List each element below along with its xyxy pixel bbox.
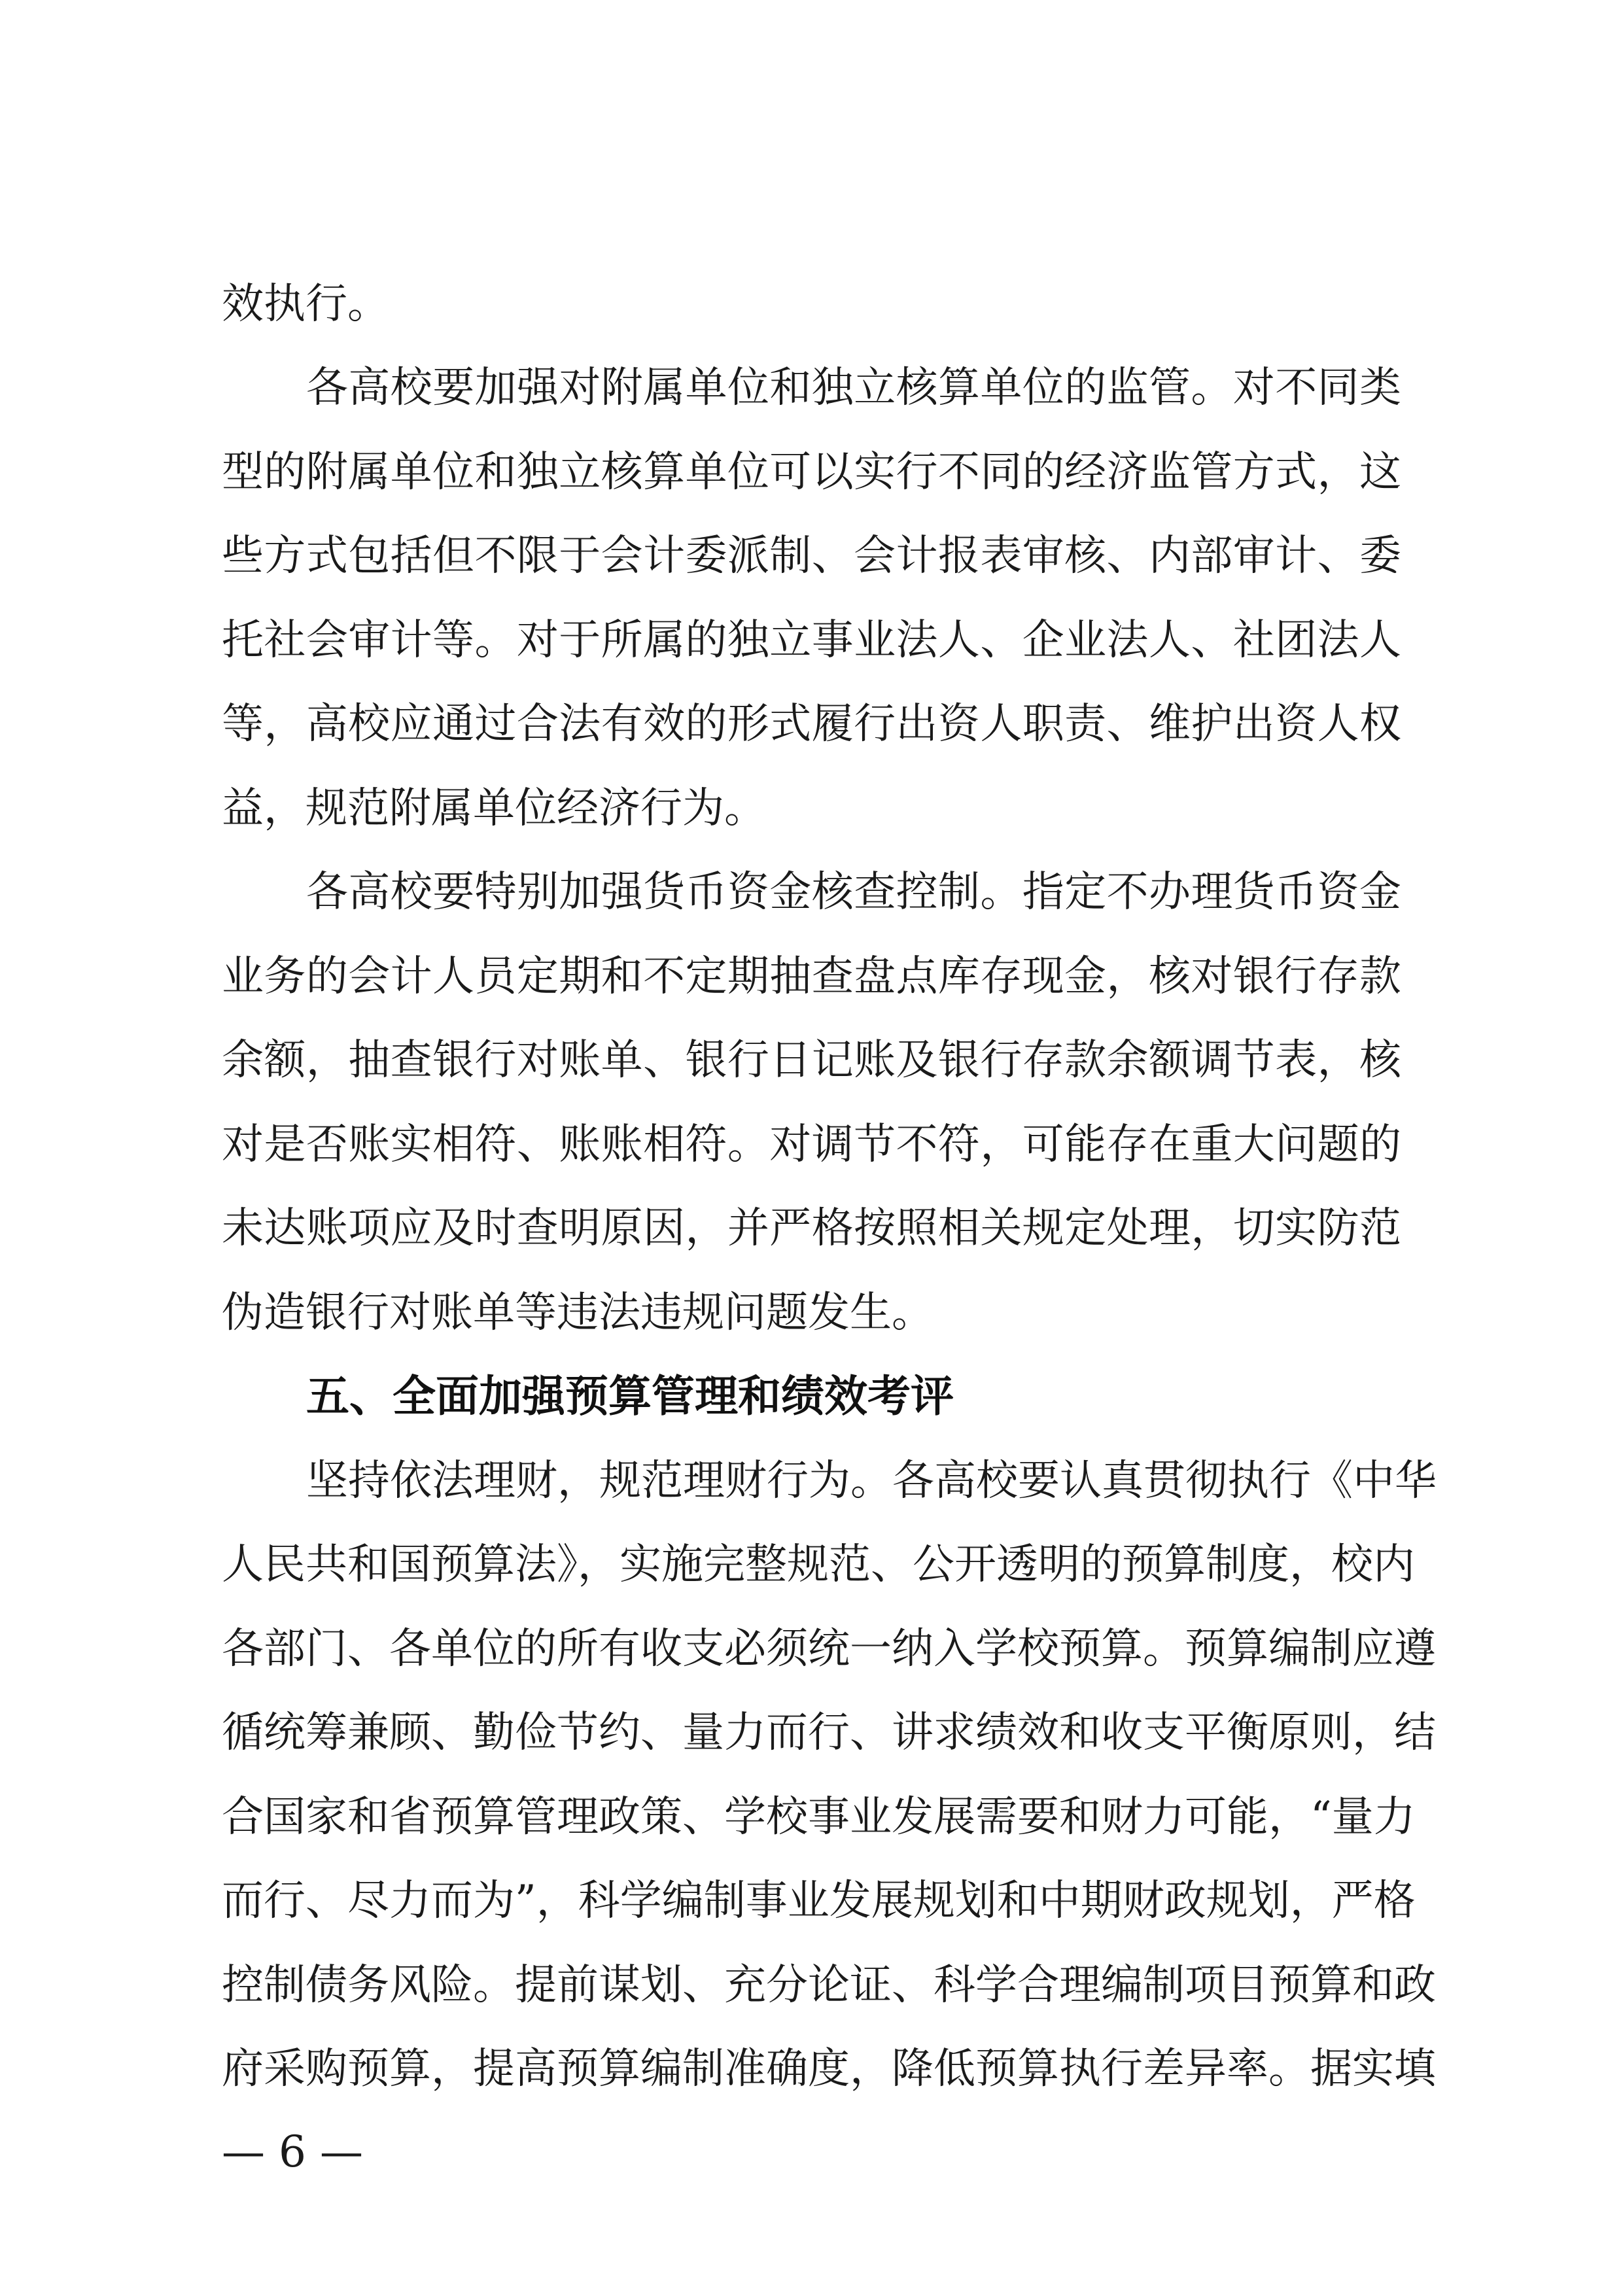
body-text-line: 各高校要加强对附属单位和独立核算单位的监管。对不同类 <box>306 364 1401 412</box>
page-number: — 6 — <box>222 2127 363 2177</box>
body-text-line: 业务的会计人员定期和不定期抽查盘点库存现金，核对银行存款 <box>222 952 1401 1001</box>
body-text-line: 托社会审计等。对于所属的独立事业法人、企业法人、社团法人 <box>222 616 1401 665</box>
body-text-line: 效执行。 <box>222 280 389 328</box>
body-text-line: 合国家和省预算管理政策、学校事业发展需要和财力可能，“量力 <box>222 1793 1416 1841</box>
body-text-line: 府采购预算，提高预算编制准确度，降低预算执行差异率。据实填 <box>222 2045 1436 2093</box>
body-text-line: 各高校要特别加强货币资金核查控制。指定不办理货币资金 <box>306 868 1401 916</box>
body-text-line: 些方式包括但不限于会计委派制、会计报表审核、内部审计、委 <box>222 532 1401 580</box>
body-text-line: 人民共和国预算法》，实施完整规范、公开透明的预算制度，校内 <box>222 1540 1415 1589</box>
body-text-line: 对是否账实相符、账账相符。对调节不符，可能存在重大问题的 <box>222 1121 1401 1169</box>
section-heading: 五、全面加强预算管理和绩效考评 <box>306 1371 954 1421</box>
body-text-line: 各部门、各单位的所有收支必须统一纳入学校预算。预算编制应遵 <box>222 1625 1436 1673</box>
body-text-line: 而行、尽力而为”，科学编制事业发展规划和中期财政规划，严格 <box>222 1877 1416 1925</box>
body-text-line: 等，高校应通过合法有效的形式履行出资人职责、维护出资人权 <box>222 700 1401 748</box>
body-text-line: 坚持依法理财，规范理财行为。各高校要认真贯彻执行《中华 <box>306 1457 1437 1505</box>
body-text-line: 循统筹兼顾、勤俭节约、量力而行、讲求绩效和收支平衡原则，结 <box>222 1709 1436 1757</box>
body-text-line: 型的附属单位和独立核算单位可以实行不同的经济监管方式，这 <box>222 448 1401 496</box>
body-text-line: 控制债务风险。提前谋划、充分论证、科学合理编制项目预算和政 <box>222 1961 1436 2009</box>
body-text-line: 未达账项应及时查明原因，并严格按照相关规定处理，切实防范 <box>222 1204 1401 1253</box>
body-text-line: 伪造银行对账单等违法违规问题发生。 <box>222 1289 934 1337</box>
body-text-line: 益，规范附属单位经济行为。 <box>222 784 766 833</box>
body-text-line: 余额，抽查银行对账单、银行日记账及银行存款余额调节表，核 <box>222 1036 1401 1085</box>
